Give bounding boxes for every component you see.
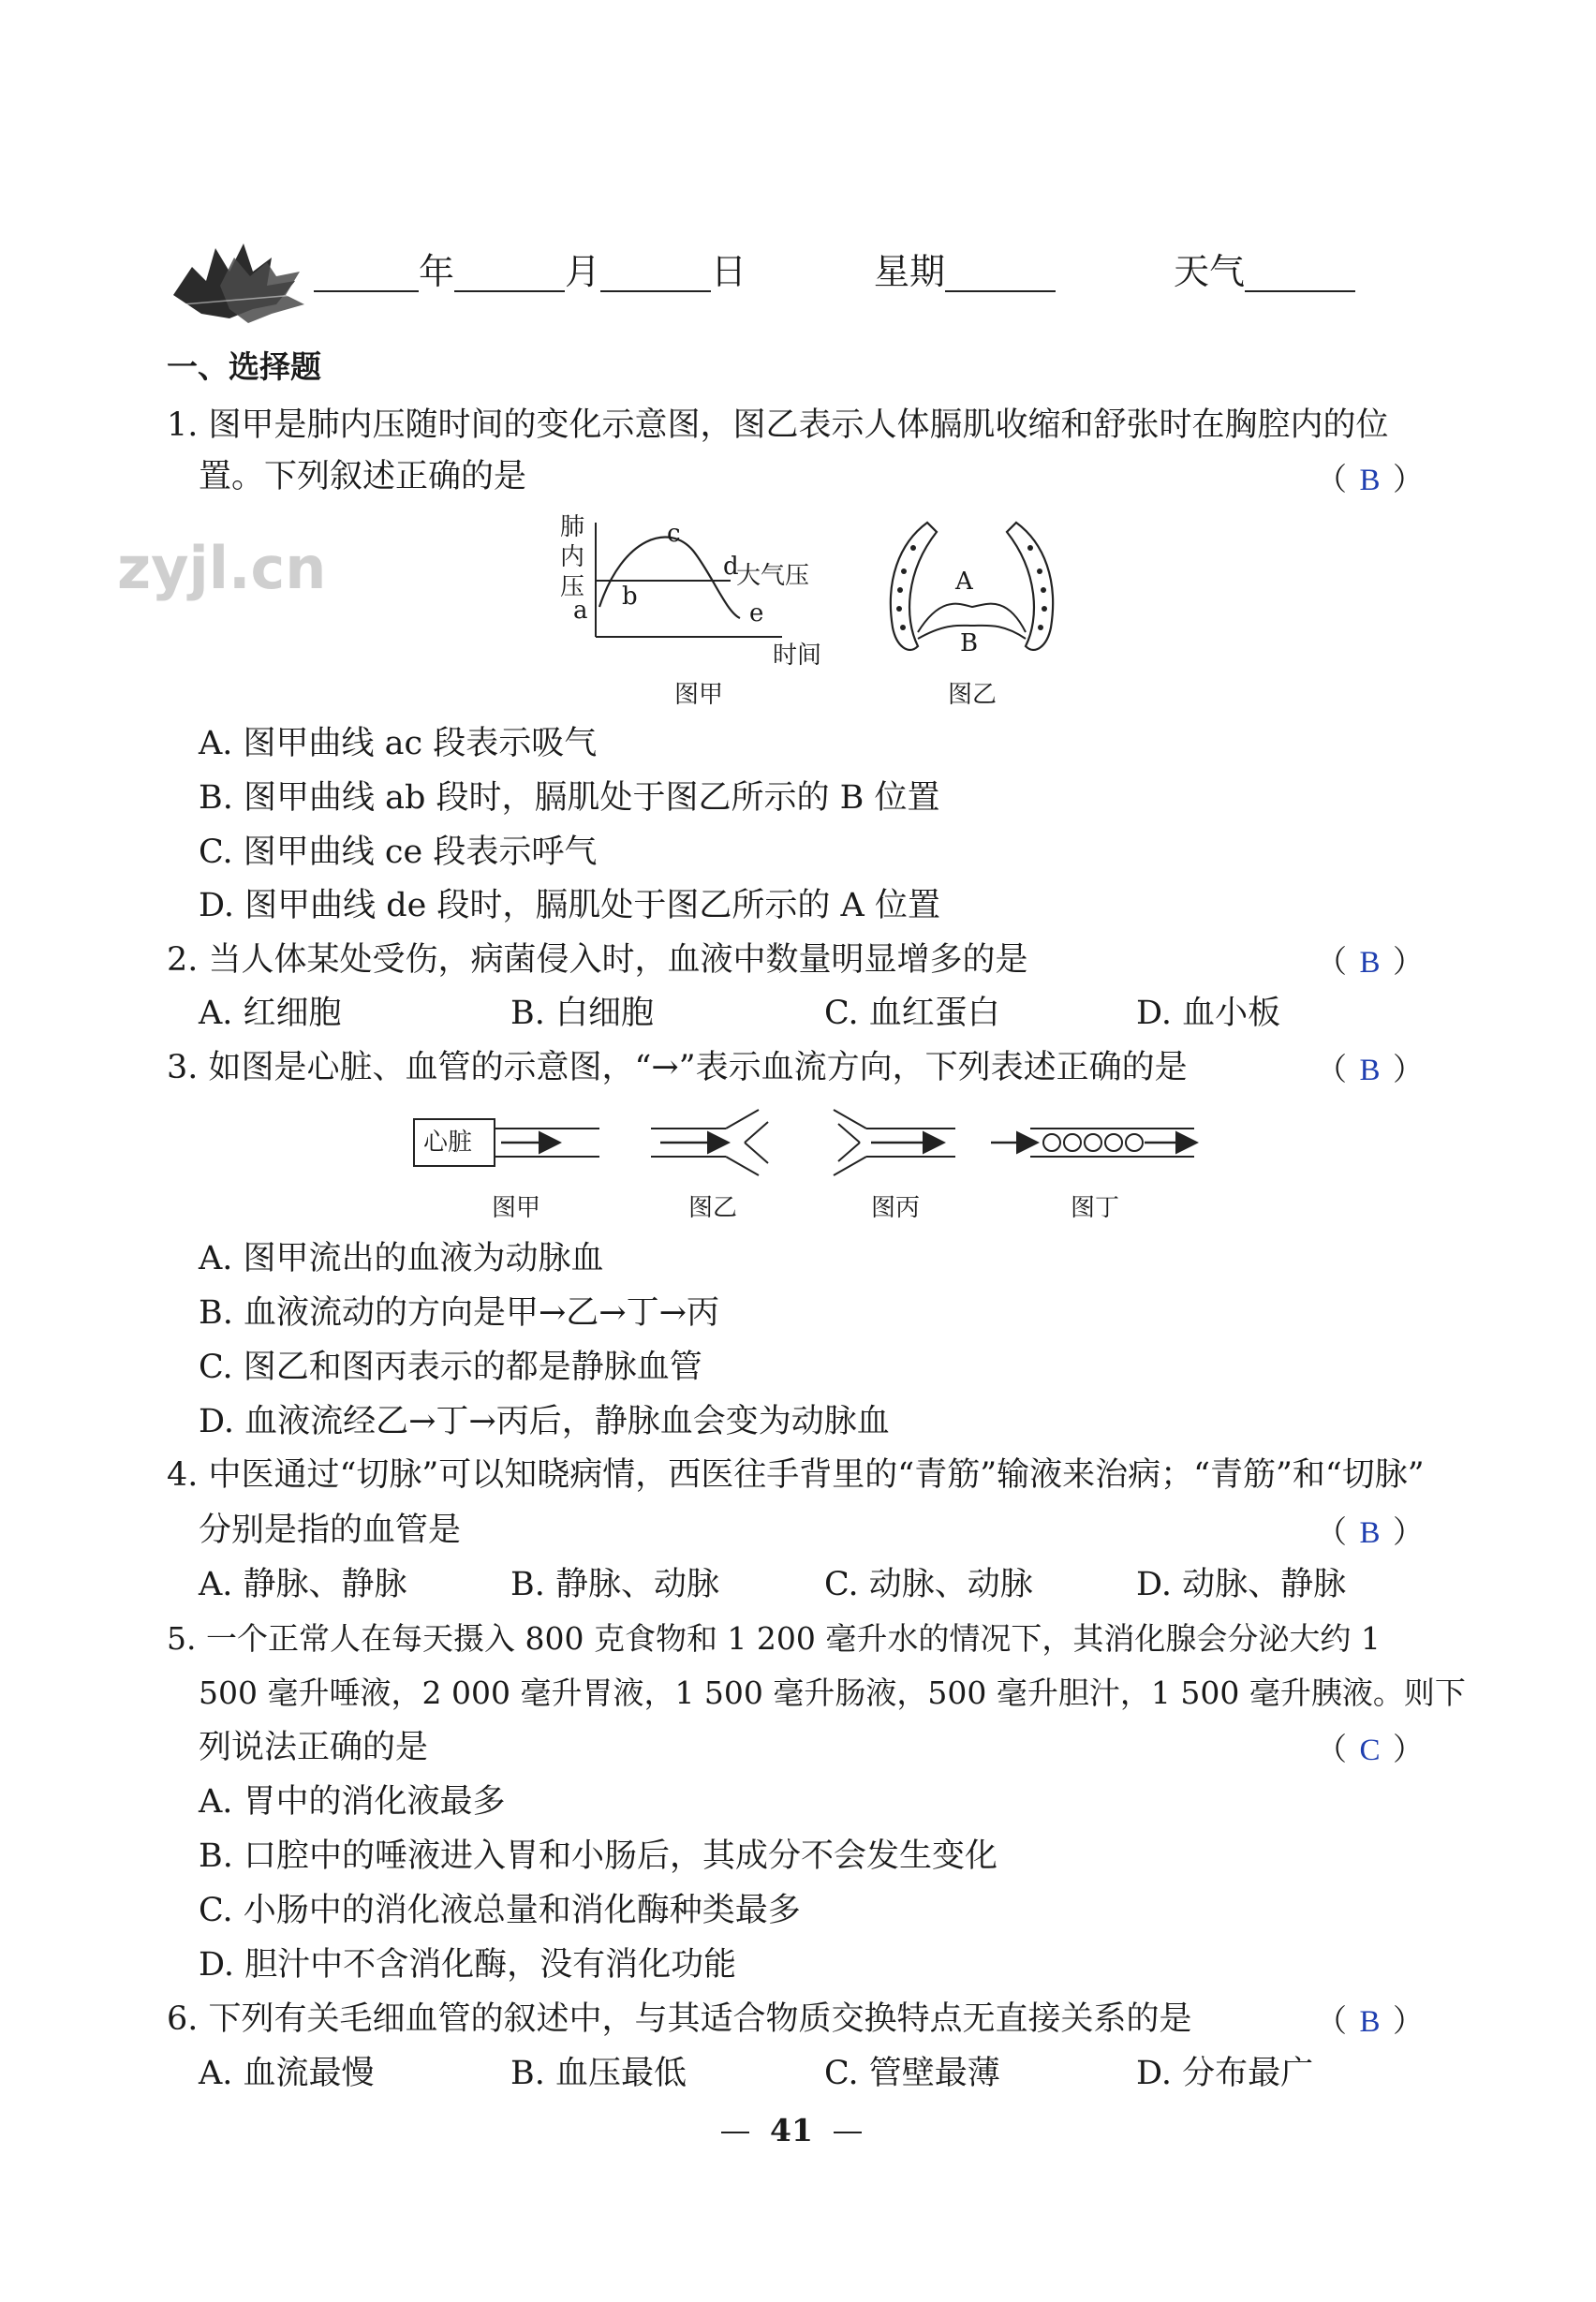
q2-option-c: C. 血红蛋白 <box>824 995 1000 1032</box>
q1-jia-xlabel: 时间 <box>773 642 822 670</box>
q3-option-c: C. 图乙和图丙表示的都是静脉血管 <box>199 1349 702 1386</box>
q1-jia-point-d: d <box>723 553 739 581</box>
year-label: 年 <box>419 251 455 292</box>
header-date-line <box>314 251 746 292</box>
q3-answer-letter: B <box>1359 1054 1381 1087</box>
q5-option-b: B. 口腔中的唾液进入胃和小肠后，其成分不会发生变化 <box>199 1837 998 1875</box>
q5-stem-line3: 列说法正确的是 <box>199 1729 429 1766</box>
weather-blank[interactable] <box>1245 257 1355 292</box>
q4-option-a: A. 静脉、静脉 <box>199 1566 407 1603</box>
header-weekday <box>874 251 1056 292</box>
q1-jia-point-a: a <box>573 597 588 625</box>
q3-option-b: B. 血液流动的方向是甲→乙→丁→丙 <box>199 1294 719 1332</box>
q1-option-b: B. 图甲曲线 ab 段时，膈肌处于图乙所示的 B 位置 <box>199 779 940 817</box>
q6-answer-letter: B <box>1359 2005 1381 2039</box>
q1-jia-ylabel3: 压 <box>560 573 585 601</box>
q3-answer: （ B ） <box>1316 1049 1424 1091</box>
q1-stem-line2: 置。下列叙述正确的是 <box>199 458 527 495</box>
q2-answer: （ B ） <box>1316 941 1424 983</box>
q1-jia-atm-label: 大气压 <box>736 562 810 590</box>
q5-answer: （ C ） <box>1316 1729 1424 1771</box>
q1-jia-ylabel2: 内 <box>560 543 585 571</box>
q2-stem: 2. 当人体某处受伤，病菌侵入时，血液中数量明显增多的是 <box>167 941 1028 979</box>
q2-option-a: A. 红细胞 <box>199 995 342 1032</box>
q1-option-d: D. 图甲曲线 de 段时，膈肌处于图乙所示的 A 位置 <box>199 887 940 924</box>
page-number: 41 <box>770 2112 813 2148</box>
q3-option-a: A. 图甲流出的血液为动脉血 <box>199 1240 604 1277</box>
q2-answer-letter: B <box>1359 946 1381 980</box>
q3-stem: 3. 如图是心脏、血管的示意图，“→”表示血流方向，下列表述正确的是 <box>167 1049 1188 1086</box>
page-number-dash-left <box>721 2132 749 2133</box>
q5-stem-line1: 5. 一个正常人在每天摄入 800 克食物和 1 200 毫升水的情况下，其消化腺会分泌大约 1 <box>167 1620 1381 1657</box>
q1-yi-label-a: A <box>955 568 973 596</box>
q2-option-b: B. 白细胞 <box>510 995 654 1032</box>
q4-stem-line2: 分别是指的血管是 <box>199 1512 462 1549</box>
q5-option-d: D. 胆汁中不含消化酶，没有消化功能 <box>199 1946 737 1984</box>
q3-caption-ding: 图丁 <box>1071 1194 1120 1222</box>
q4-option-d: D. 动脉、静脉 <box>1136 1566 1347 1603</box>
weekday-label: 星期 <box>874 251 946 292</box>
q1-answer: （ B ） <box>1316 459 1424 501</box>
watermark: zyjl.cn <box>117 534 327 602</box>
day-blank[interactable] <box>600 257 711 292</box>
month-blank[interactable] <box>454 257 565 292</box>
maple-leaf-icon <box>164 229 314 332</box>
weekday-blank[interactable] <box>945 257 1056 292</box>
q1-option-c: C. 图甲曲线 ce 段表示呼气 <box>199 834 598 871</box>
q6-stem: 6. 下列有关毛细血管的叙述中，与其适合物质交换特点无直接关系的是 <box>167 2000 1192 2038</box>
q3-caption-yi: 图乙 <box>688 1194 738 1222</box>
q1-jia-point-e: e <box>749 599 764 627</box>
month-label: 月 <box>565 251 601 292</box>
q5-answer-letter: C <box>1359 1734 1381 1767</box>
q3-heart-label: 心脏 <box>423 1129 473 1157</box>
q6-option-b: B. 血压最低 <box>510 2055 687 2092</box>
q5-option-c: C. 小肠中的消化液总量和消化酶种类最多 <box>199 1892 801 1929</box>
q3-option-d: D. 血液流经乙→丁→丙后，静脉血会变为动脉血 <box>199 1403 890 1440</box>
q1-option-a: A. 图甲曲线 ac 段表示吸气 <box>199 725 598 762</box>
q1-answer-letter: B <box>1359 464 1381 497</box>
q3-caption-jia: 图甲 <box>492 1194 541 1222</box>
q6-option-c: C. 管壁最薄 <box>824 2055 1000 2092</box>
q1-yi-label-b: B <box>960 629 979 657</box>
day-label: 日 <box>711 251 747 292</box>
q5-stem-line2: 500 毫升唾液，2 000 毫升胃液，1 500 毫升肠液，500 毫升胆汁，1 500 毫升胰液。则下 <box>199 1675 1466 1711</box>
q4-option-b: B. 静脉、动脉 <box>510 1566 719 1603</box>
q4-answer-letter: B <box>1359 1516 1381 1550</box>
q4-stem-line1: 4. 中医通过“切脉”可以知晓病情，西医往手背里的“青筋”输液来治病；“青筋”和“切脉” <box>167 1456 1425 1494</box>
header-weather <box>1174 251 1355 292</box>
q4-answer: （ B ） <box>1316 1512 1424 1554</box>
q1-stem-line1: 1. 图甲是肺内压随时间的变化示意图，图乙表示人体膈肌收缩和舒张时在胸腔内的位 <box>167 406 1389 444</box>
q1-jia-caption: 图甲 <box>674 681 724 709</box>
year-blank[interactable] <box>314 257 419 292</box>
section-title: 一、选择题 <box>167 348 321 385</box>
q4-option-c: C. 动脉、动脉 <box>824 1566 1033 1603</box>
weather-label: 天气 <box>1174 251 1246 292</box>
q1-jia-point-c: c <box>667 520 681 548</box>
q3-figures <box>412 1105 1208 1180</box>
q6-option-a: A. 血流最慢 <box>199 2055 375 2092</box>
q1-jia-point-b: b <box>622 583 638 611</box>
q1-yi-caption: 图乙 <box>948 681 998 709</box>
q2-option-d: D. 血小板 <box>1136 995 1281 1032</box>
q5-option-a: A. 胃中的消化液最多 <box>199 1783 506 1821</box>
q6-answer: （ B ） <box>1316 2000 1424 2043</box>
q3-caption-bing: 图丙 <box>871 1194 921 1222</box>
page-number-dash-right <box>834 2132 862 2133</box>
q1-jia-ylabel1: 肺 <box>560 513 585 541</box>
q6-option-d: D. 分布最广 <box>1136 2055 1314 2092</box>
